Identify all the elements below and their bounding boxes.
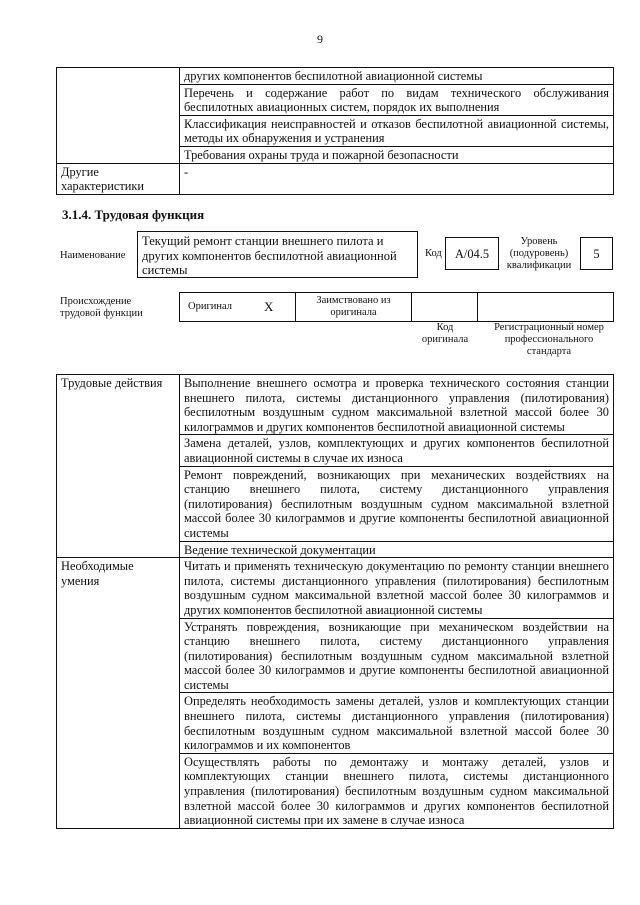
skill-item: Определять необходимость замены деталей, узлов и комплектующих станции внешнего пилота, системы дистанционного управления (пилотирования) беспилотным воздушным судном максимальной взлетной массой более 30 килограммов и их компонентов xyxy=(180,693,614,753)
code-box: А/04.5 xyxy=(445,237,499,270)
skill-item: Осуществлять работы по демонтажу и монтажу деталей, узлов и комплектующих станции внешнего пилота, системы дистанционного управления (пилотирования) беспилотным воздушным судном максимальной взлетной массой более 30 килограммов и других компонентов беспилотной авиационной системы при их замене в случае износа xyxy=(180,753,614,828)
skill-item: Устранять повреждения, возникающие при механическом воздействии на станцию внешнего пилота, систему дистанционного управления (пилотирования) беспилотным воздушным судном максимальной взлетной массой более 30 килограммов и другие компоненты беспилотной авиационной системы xyxy=(180,618,614,693)
knowledge-item: Требования охраны труда и пожарной безопасности xyxy=(180,146,614,163)
skill-item: Читать и применять техническую документацию по ремонту станции внешнего пилота, системы дистанционного управления (пилотирования) беспилотным воздушным судном максимальной взлетной массой более 30 килограммов и других компонентов беспилотной авиационной системы xyxy=(180,558,614,618)
original-code-cell xyxy=(412,293,478,321)
qualification-level-box: 5 xyxy=(580,237,613,270)
table-row xyxy=(57,163,614,194)
knowledge-item: Перечень и содержание работ по видам технического обслуживания беспилотных авиационных систем, порядок их выполнения xyxy=(180,84,614,115)
knowledge-item: других компонентов беспилотной авиационной системы xyxy=(180,68,614,85)
labor-action-item: Выполнение внешнего осмотра и проверка технического состояния станции внешнего пилота, системы дистанционного управления (пилотирования) беспилотным воздушным судном максимальной взлетной массой более 30 килограммов и других компонентов беспилотной авиационной системы xyxy=(180,375,614,435)
other-characteristics-label: Другие характеристики xyxy=(57,163,180,194)
knowledge-label-cell xyxy=(57,68,180,164)
labor-actions-label: Трудовые действия xyxy=(57,375,180,558)
original-label: Оригинал xyxy=(188,301,232,312)
registration-number-label: Регистрационный номер профессионального стандарта xyxy=(494,322,604,357)
knowledge-table-continued xyxy=(56,67,614,195)
code-original-label: Код оригинала xyxy=(421,322,469,345)
other-characteristics-value: - xyxy=(180,163,614,194)
original-mark: X xyxy=(264,299,274,314)
origin-label: Происхождение трудовой функции xyxy=(60,296,143,319)
table-row xyxy=(57,558,614,618)
labor-function-table xyxy=(56,374,614,829)
code-label: Код xyxy=(425,248,442,259)
borrowed-cell: Заимствовано из оригинала xyxy=(296,293,412,321)
table-row xyxy=(57,375,614,435)
table-row xyxy=(57,68,614,85)
section-title: 3.1.4. Трудовая функция xyxy=(62,207,205,222)
original-cell xyxy=(180,293,296,321)
registration-number-cell xyxy=(478,293,613,321)
page-number: 9 xyxy=(317,32,323,46)
knowledge-item: Классификация неисправностей и отказов беспилотной авиационной системы, методы их обнаружения и устранения xyxy=(180,115,614,146)
labor-action-item: Замена деталей, узлов, комплектующих и других компонентов беспилотной авиационной системы в случае их износа xyxy=(180,435,614,466)
name-label: Наименование xyxy=(60,250,126,261)
skills-label: Необходимые умения xyxy=(57,558,180,829)
origin-row xyxy=(179,292,614,322)
qualification-level-label: Уровень (подуровень) квалификации xyxy=(506,236,572,271)
function-name-box: Текущий ремонт станции внешнего пилота и других компонентов беспилотной авиационной системы xyxy=(137,231,418,278)
labor-action-item: Ремонт повреждений, возникающих при механических воздействиях на станцию внешнего пилота, систему дистанционного управления (пилотирования) беспилотным воздушным судном максимальной взлетной массой более 30 килограммов и другие компоненты беспилотной авиационной системы xyxy=(180,466,614,541)
labor-action-item: Ведение технической документации xyxy=(180,541,614,558)
